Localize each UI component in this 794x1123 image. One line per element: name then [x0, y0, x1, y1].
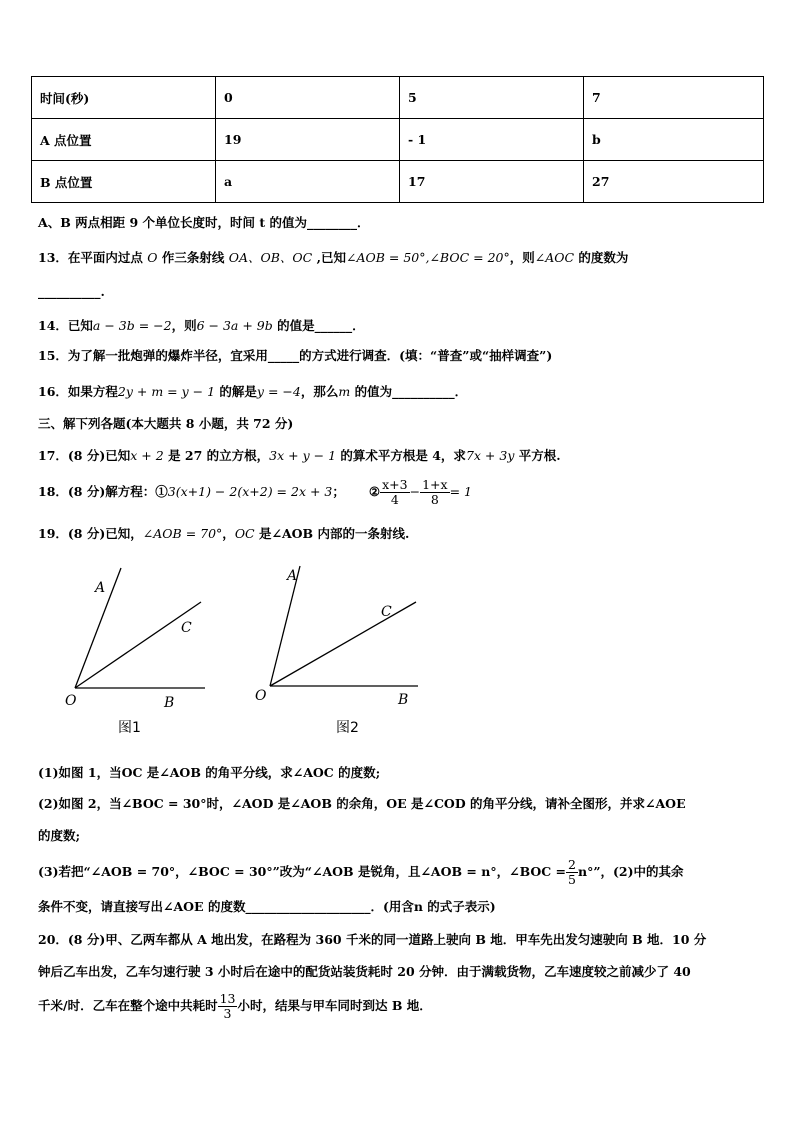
q18-f1-numerator: x+3 [382, 477, 408, 492]
label-c: C [381, 604, 392, 620]
q18-rhs: = 1 [449, 484, 472, 499]
q17-tail: 平方根. [514, 448, 561, 463]
label-a: A [95, 580, 106, 596]
figure-1-caption: 图1 [118, 720, 141, 736]
table-cell: 27 [584, 161, 764, 203]
q19-part-3-line1 [38, 858, 684, 887]
q13-ask: ，则 [509, 250, 535, 265]
q18-f2-denominator: 8 [430, 492, 439, 507]
q17-mid2: 的算术平方根是 4，求 [336, 448, 466, 463]
question-17 [38, 446, 561, 464]
q14-mid: ，则 [171, 318, 197, 333]
q16-mid: 的解是 [215, 384, 257, 399]
q14-expression: 6 − 3a + 9b [196, 318, 273, 333]
q17-expr1: x + 2 [130, 448, 164, 463]
table-cell: b [584, 119, 764, 161]
q20-line3-pre: 千米/时．乙车在整个途中共耗时 [38, 998, 218, 1013]
table-cell: A 点位置 [32, 119, 216, 161]
q13-known: ,已知 [312, 250, 346, 265]
q13-answer-blank: __________. [38, 284, 105, 299]
table-row [32, 119, 764, 161]
label-b: B [164, 695, 175, 711]
q19-part-2-line2: 的度数; [38, 828, 81, 843]
q13-pre: 13．在平面内过点 [38, 250, 148, 265]
q19-tail: 是∠AOB 内部的一条射线. [254, 526, 410, 541]
q19-mid: ， [222, 526, 235, 541]
q18-equation1: 3(x+1) − 2(x+2) = 2x + 3 [167, 484, 333, 499]
q13-rays: OA、OB、OC [228, 250, 313, 265]
q17-pre: 17．(8 分)已知 [38, 448, 131, 463]
label-o: O [65, 693, 77, 709]
table-cell: 5 [400, 77, 584, 119]
section-3-heading: 三、解下列各题(本大题共 8 小题，共 72 分) [38, 416, 294, 431]
q16-tail: 的值为__________． [350, 384, 468, 399]
question-16 [38, 382, 467, 400]
q19-p3-fraction [566, 858, 578, 887]
q16-solution: y = −4 [256, 384, 301, 399]
table-cell: B 点位置 [32, 161, 216, 203]
q16-equation: 2y + m = y − 1 [117, 384, 216, 399]
table-cell: - 1 [400, 119, 584, 161]
question-19-head [38, 524, 409, 542]
q19-part-3-line2: 条件不变，请直接写出∠AOE 的度数____________________．(用含n 的式子表示) [38, 899, 496, 914]
q17-mid1: 是 27 的立方根， [163, 448, 270, 463]
q19-p3-denominator: 5 [568, 872, 576, 887]
q14-pre: 14．已知 [38, 318, 93, 333]
q20-fraction [218, 992, 238, 1021]
question-18 [38, 478, 472, 507]
q14-tail: 的值是______． [272, 318, 365, 333]
ray-oa [270, 566, 300, 686]
q17-expr3: 7x + 3y [465, 448, 515, 463]
q19-condition: ∠AOB = 70° [142, 526, 223, 541]
figure-2-caption: 图2 [336, 720, 359, 736]
ray-oc [75, 602, 201, 688]
q13-condition: ∠AOB = 50°,∠BOC = 20° [345, 250, 510, 265]
q19-p3-post: n°”，(2)中的其余 [577, 864, 684, 879]
q19-p3-numerator: 2 [568, 857, 576, 872]
table-cell: 7 [584, 77, 764, 119]
q16-pre: 16．如果方程 [38, 384, 118, 399]
q13-mid: 作三条射线 [157, 250, 229, 265]
q19-part-2-line1: (2)如图 2，当∠BOC = 30°时，∠AOD 是∠AOB 的余角，OE 是∠COD 的角平分线，请补全图形，并求∠AOE [38, 796, 686, 811]
label-c: C [181, 620, 192, 636]
table-cell: 0 [216, 77, 400, 119]
q20-line3 [38, 992, 432, 1021]
question-15: 15．为了解一批炮弹的爆炸半径，宜采用_____的方式进行调查．(填：“普查”或“抽样调查”) [38, 348, 553, 363]
q20-line3-post: 小时，结果与甲车同时到达 B 地． [237, 998, 432, 1013]
table-row [32, 77, 764, 119]
label-a: A [287, 568, 298, 584]
q18-f1-denominator: 4 [390, 492, 399, 507]
q20-denominator: 3 [223, 1006, 232, 1021]
q12-tail-text: A、B 两点相距 9 个单位长度时，时间 t 的值为________． [38, 215, 370, 230]
table-row [32, 161, 764, 203]
label-b: B [398, 692, 409, 708]
figure-2-diagram [250, 560, 430, 720]
q16-mid2: ，那么 [300, 384, 339, 399]
q20-line1: 20．(8 分)甲、乙两车都从 A 地出发，在路程为 360 千米的同一道路上驶向 B 地．甲车先出发匀速驶向 B 地．10 分 [38, 932, 707, 947]
q18-f2-numerator: 1+x [422, 477, 448, 492]
q18-circle-2: ② [368, 484, 381, 499]
q18-fraction2 [420, 478, 449, 507]
table-cell: a [216, 161, 400, 203]
position-table [31, 76, 764, 203]
q18-minus: − [409, 484, 421, 499]
q18-pre: 18．(8 分)解方程：① [38, 484, 168, 499]
table-cell: 19 [216, 119, 400, 161]
q19-p3-pre: (3)若把“∠AOB = 70°，∠BOC = 30°”改为“∠AOB 是锐角，且∠AOB = n°，∠BOC = [38, 864, 567, 879]
q20-line2: 钟后乙车出发，乙车匀速行驶 3 小时后在途中的配货站装货耗时 20 分钟．由于满载货物，乙车速度较之前减少了 40 [38, 964, 691, 979]
table-cell: 时间(秒) [32, 77, 216, 119]
q18-fraction1 [380, 478, 409, 507]
q19-part-1: (1)如图 1，当OC 是∠AOB 的角平分线，求∠AOC 的度数; [38, 765, 381, 780]
figure-1-diagram [55, 560, 225, 720]
q17-expr2: 3x + y − 1 [269, 448, 337, 463]
q14-equation: a − 3b = −2 [92, 318, 172, 333]
question-14 [38, 316, 365, 334]
q20-numerator: 13 [219, 991, 236, 1006]
ray-oc [270, 602, 416, 686]
q18-separator: ； [332, 484, 345, 499]
q19-ray-oc: OC [234, 526, 255, 541]
q16-variable: m [338, 384, 351, 399]
label-o: O [255, 688, 267, 704]
q19-pre: 19．(8 分)已知， [38, 526, 143, 541]
question-13 [38, 248, 628, 266]
q13-point: O [147, 250, 158, 265]
q13-tail: 的度数为 [574, 250, 629, 265]
q13-target: ∠AOC [534, 250, 575, 265]
table-cell: 17 [400, 161, 584, 203]
